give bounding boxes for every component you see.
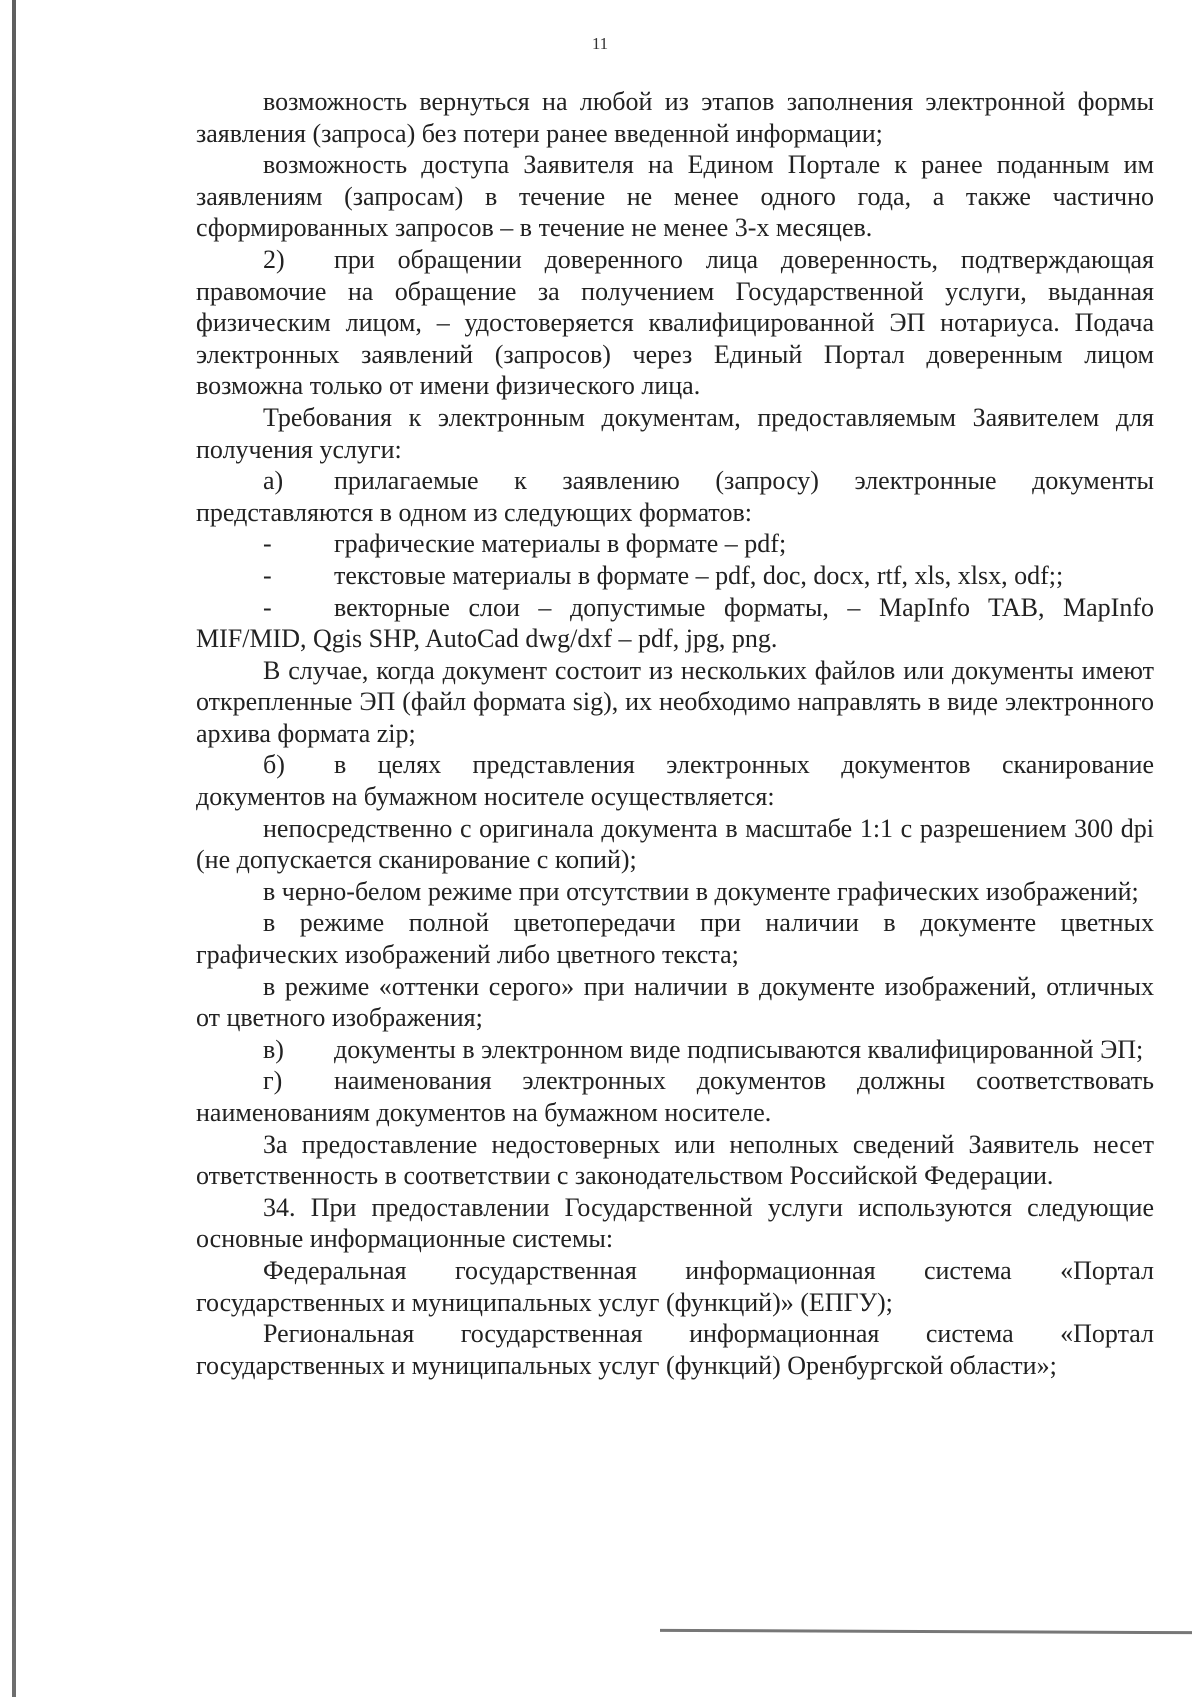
paragraph [196,1129,1154,1192]
page-number: 11 [591,34,609,53]
list-item [196,1034,1154,1066]
list-item [196,592,1154,655]
paragraph-text: Региональная государственная информационная система «Портал государственных и муниципальных услуг (функций) Оренбургской области»; [196,1319,1154,1380]
paragraph-text: документы в электронном виде подписываются квалифицированной ЭП; [334,1034,1144,1064]
paragraph [196,149,1154,244]
paragraph-text: При предоставлении Государственной услуги используются следующие основные информационные системы: [196,1192,1155,1254]
paragraph-text: в целях представления электронных документов сканирование документов на бумажном носителе осуществляется: [196,750,1154,812]
list-item [196,1065,1154,1128]
document-body [196,86,1154,1381]
list-item [196,528,1154,560]
paragraph-text: возможность доступа Заявителя на Едином Портале к ранее поданным им заявлениям (запросам) в течение не менее одного года, а также частично сформированных запросов – в течение не менее 3-х месяцев. [196,150,1154,243]
paragraph-text: текстовые материалы в формате – pdf, doc, docx, rtf, xls, xlsx, odf;; [334,560,1064,590]
paragraph [196,907,1154,970]
list-marker: в) [263,1034,284,1064]
list-item [196,465,1154,528]
paragraph [196,1318,1154,1381]
paragraph [196,971,1154,1034]
list-marker: - [263,560,272,590]
list-item [196,1192,1154,1255]
paragraph [196,86,1154,149]
list-marker: а) [263,466,284,496]
scan-border-left [12,0,16,1697]
paragraph [196,876,1154,908]
paragraph-text: при обращении доверенного лица доверенность, подтверждающая правомочие на обращение за получением Государственной услуги, выданная физическим лицом, – удостоверяется квалифицированной ЭП нотариуса. Подача электронных заявлений (запросов) через Единый Портал доверенным лицом возможна только от имени физического лица. [196,244,1154,401]
paragraph-text: В случае, когда документ состоит из нескольких файлов или документы имеют открепленные ЭП (файл формата sig), их необходимо направлять в виде электронного архива формата zip; [196,655,1154,748]
paragraph-text: в режиме полной цветопередачи при наличии в документе цветных графических изображений либо цветного текста; [196,908,1154,970]
list-item [196,244,1154,402]
paragraph-text: векторные слои – допустимые форматы, – MapInfo TAB, MapInfo MIF/MID, Qgis SHP, AutoCad dwg/dxf – pdf, jpg, png. [196,592,1154,654]
paragraph-text: За предоставление недостоверных или неполных сведений Заявитель несет ответственность в соответствии с законодательством Российской Федерации. [196,1129,1154,1191]
paragraph-text: наименования электронных документов должны соответствовать наименованиям документов на бумажном носителе. [196,1066,1154,1127]
paragraph-text: Требования к электронным документам, предоставляемым Заявителем для получения услуги: [196,402,1154,464]
list-marker: 2) [263,244,285,274]
paragraph-text: прилагаемые к заявлению (запросу) электронные документы представляются в одном из следующих форматов: [196,466,1154,527]
list-marker: г) [263,1066,283,1096]
paragraph [196,655,1154,750]
list-item [196,560,1154,592]
paragraph-text: Федеральная государственная информационная система «Портал государственных и муниципальных услуг (функций)» (ЕПГУ); [196,1255,1154,1317]
paragraph-text: в черно-белом режиме при отсутствии в документе графических изображений; [263,876,1139,906]
list-marker: б) [263,750,285,780]
scan-border-bottom [660,1629,1192,1634]
list-marker: - [263,529,272,559]
list-marker: 34. [263,1192,296,1222]
paragraph-text: непосредственно с оригинала документа в масштабе 1:1 с разрешением 300 dpi (не допускается сканирование с копий); [196,813,1154,875]
paragraph [196,402,1154,465]
paragraph [196,813,1154,876]
list-marker: - [263,592,272,622]
paragraph-text: в режиме «оттенки серого» при наличии в документе изображений, отличных от цветного изображения; [196,971,1154,1033]
paragraph-text: графические материалы в формате – pdf; [334,529,787,559]
paragraph-text: возможность вернуться на любой из этапов заполнения электронной формы заявления (запроса) без потери ранее введенной информации; [196,87,1154,148]
list-item [196,749,1154,812]
paragraph [196,1255,1154,1318]
